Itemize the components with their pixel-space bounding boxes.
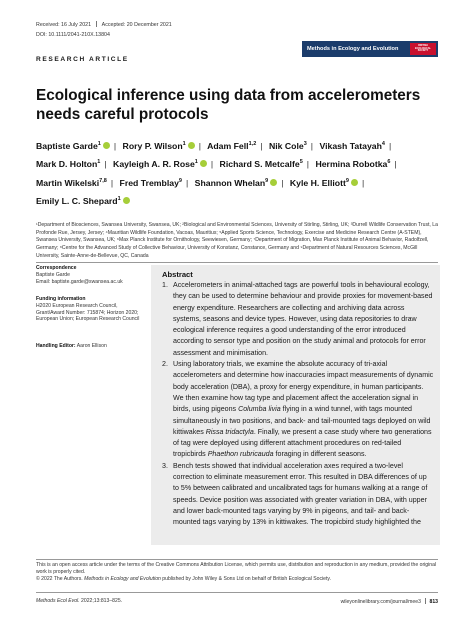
author[interactable]: Shannon Whelan$^9$ (195, 178, 278, 188)
author[interactable]: Hermina Robotka$^6$ (315, 159, 391, 170)
editor-block (36, 343, 144, 350)
correspondence-email[interactable]: Email: baptiste.garde@swansea.ac.uk (36, 278, 123, 285)
orcid-icon[interactable] (200, 160, 207, 167)
orcid-icon[interactable] (270, 179, 277, 186)
point-number: 2. (162, 360, 168, 369)
separator (96, 21, 97, 27)
orcid-icon[interactable] (103, 142, 110, 149)
author[interactable]: Fred Tremblay$^9$ (119, 177, 182, 188)
author-row (36, 191, 446, 209)
correspondence-block (36, 265, 144, 285)
abstract-heading: Abstract (162, 270, 193, 279)
author[interactable]: Adam Fell$^{1,2}$ (207, 141, 257, 151)
author[interactable]: Mark D. Holton$^1$ (36, 159, 101, 170)
funding-block (36, 296, 144, 323)
journal-url[interactable]: wileyonlinelibrary.com/journal/mee3 (340, 599, 421, 605)
footer-links (341, 598, 438, 605)
society-logo-line: BRITISH (418, 43, 428, 47)
author[interactable]: Emily L. C. Shepard$^1$ (36, 196, 130, 206)
journal-badge[interactable] (302, 41, 438, 57)
society-logo-line: ECOLOGICAL (415, 46, 431, 50)
point-text: Accelerometers in animal-attached tags are powerful tools in behavioural ecology, they can be used to determine behaviour and provide proxies for movement-based energy expenditure. Researchers are collecting and archiving data across systems, seasons and device types. However, using data repositories to draw ecological inference requires a good understanding of the error introduced according to sensor type and position on the study animal and protocols for error assessment and minimisation. (173, 281, 433, 357)
copyright-text: © 2022 The Authors. Methods in Ecology and Evolution published by John Wiley & Sons Ltd on behalf of British Ecological Society. (36, 575, 331, 582)
editor-heading: Handling Editor: (36, 343, 76, 349)
funding-text: H2020 European Research Council, Grant/Award Number: 715874; Horizon 2020; European Union; European Research Council (36, 302, 140, 323)
species-name: Phaethon rubricauda (207, 450, 274, 459)
society-logo (410, 43, 436, 55)
author-list (36, 136, 446, 210)
species-name: Columba livia (238, 405, 281, 414)
article-title: Ecological inference using data from accelerometers needs careful protocols (36, 87, 421, 123)
author[interactable]: Kayleigh A. R. Rose$^1$ (113, 159, 207, 169)
point-text: Using laboratory trials, we examine the absolute accuracy of tri-axial accelerometers and determine how inaccuracies impact measurements of dynamic body acceleration (DBA), a proxy for energy expenditure, in human participants. We then examine how tag type and placement affect the acceleration signal in birds, using pigeons Columba livia flying in a wind tunnel, with tags mounted simultaneously in two positions, and back- and tail-mounted tags deployed on wild kittiwakes Rissa tridactyla. Finally, we present a case study where two generations of tag were deployed using different attachment procedures on red-tailed tropicbirds Phaethon rubricauda foraging in different seasons. (173, 360, 434, 459)
author[interactable]: Martin Wikelski$^{7,8}$ (36, 177, 107, 188)
journal-name: Methods in Ecology and Evolution (307, 46, 399, 52)
article-type: RESEARCH ARTICLE (36, 56, 129, 63)
abstract-point (162, 359, 434, 461)
author-row: Martin Wikelski$^{7,8}$ | Fred Tremblay$^9$ | Shannon Whelan$^9$ | Kyle H. Elliott$^9$ | (36, 177, 365, 188)
divider (36, 559, 438, 560)
doi[interactable]: DOI: 10.1111/2041-210X.13804 (36, 32, 110, 38)
abstract-point (162, 461, 434, 529)
author[interactable]: Vikash Tatayah$^4$ (319, 141, 385, 151)
divider (36, 592, 438, 593)
received-accepted-dates (36, 21, 172, 28)
abstract-box (151, 265, 440, 545)
point-number: 3. (162, 461, 168, 470)
author[interactable]: Rory P. Wilson$^1$ (123, 141, 195, 151)
page-number: 813 (429, 599, 438, 605)
species-name: Rissa tridactyla (205, 427, 254, 436)
author-row: Mark D. Holton$^1$ | Kayleigh A. R. Rose$^1$ | Richard S. Metcalfe$^5$ | Hermina Robotka$^6$ | (36, 159, 397, 170)
author[interactable]: Kyle H. Elliott$^9$ (290, 178, 358, 188)
point-number: 1. (162, 281, 168, 289)
author[interactable]: Richard S. Metcalfe$^5$ (219, 159, 303, 170)
citation: Methods Ecol Evol. 2022;13:813–825. (36, 598, 123, 604)
divider (36, 262, 438, 263)
affiliations: ¹Department of Biosciences, Swansea University, Swansea, UK; ²Biological and Environmental Sciences, University of Stirling, Stirling, UK; ³Durrell Wildlife Conservation Trust, La Profonde Rue, Jersey, Jersey; ⁴Mauritian Wildlife Foundation, Vacoas, Mauritius; ⁵Applied Sports Science, Technology, Exercise and Medicine Research Centre (A-STEM), Swansea University, Swansea, UK; ⁶Max Planck Institute for Ornithology, Seewiesen, Germany; ⁷Department of Migration, Max Planck Institute of Animal Behavior, Radolfzell, Germany; ⁸Centre for the Advanced Study of Collective Behaviour, University of Konstanz, Constance, Germany and ⁹Department of Natural Resources Sciences, McGill University, Sainte-Anne-de-Bellevue, QC, Canada (36, 222, 438, 259)
author[interactable]: Nik Cole$^3$ (268, 141, 307, 151)
society-logo-line: SOCIETY (417, 49, 429, 53)
received-date: Received: 16 July 2021 (36, 22, 92, 28)
abstract-items (162, 280, 434, 529)
orcid-icon[interactable] (351, 179, 358, 186)
license-footnote (36, 562, 438, 582)
orcid-icon[interactable] (123, 197, 130, 204)
abstract-point (162, 280, 434, 359)
funding-heading: Funding information (36, 296, 86, 302)
separator (425, 598, 426, 604)
point-text: Bench tests showed that individual acceleration axes required a two-level correction to eliminate measurement error. This resulted in DBA differences of up to 5% between calibrated and uncalibrated tags for humans walking at a range of speeds. Device position was associated with greater variation in DBA, with upper and lower back-mounted tags varying by 9% in pigeons, and tail- and back-mounted tags varying by 13% in kittiwakes. The tropicbird study highlighted the (173, 461, 428, 527)
accepted-date: Accepted: 20 December 2021 (101, 22, 172, 28)
orcid-icon[interactable] (188, 142, 195, 149)
correspondence-heading: Correspondence (36, 265, 77, 271)
author-row: Baptiste Garde$^1$ | Rory P. Wilson$^1$ | Adam Fell$^{1,2}$ | Nik Cole$^3$ | Vikash Tatayah$^4$ | (36, 141, 392, 151)
license-text: This is an open access article under the terms of the Creative Commons Attribution License, which permits use, distribution and reproduction in any medium, provided the original work is properly cited. (36, 562, 437, 575)
editor-name: Aaron Ellison (76, 343, 107, 349)
author[interactable]: Baptiste Garde$^1$ (36, 141, 110, 151)
correspondence-name: Baptiste Garde (36, 271, 70, 278)
journal-abbrev: Methods Ecol Evol. (36, 598, 80, 604)
